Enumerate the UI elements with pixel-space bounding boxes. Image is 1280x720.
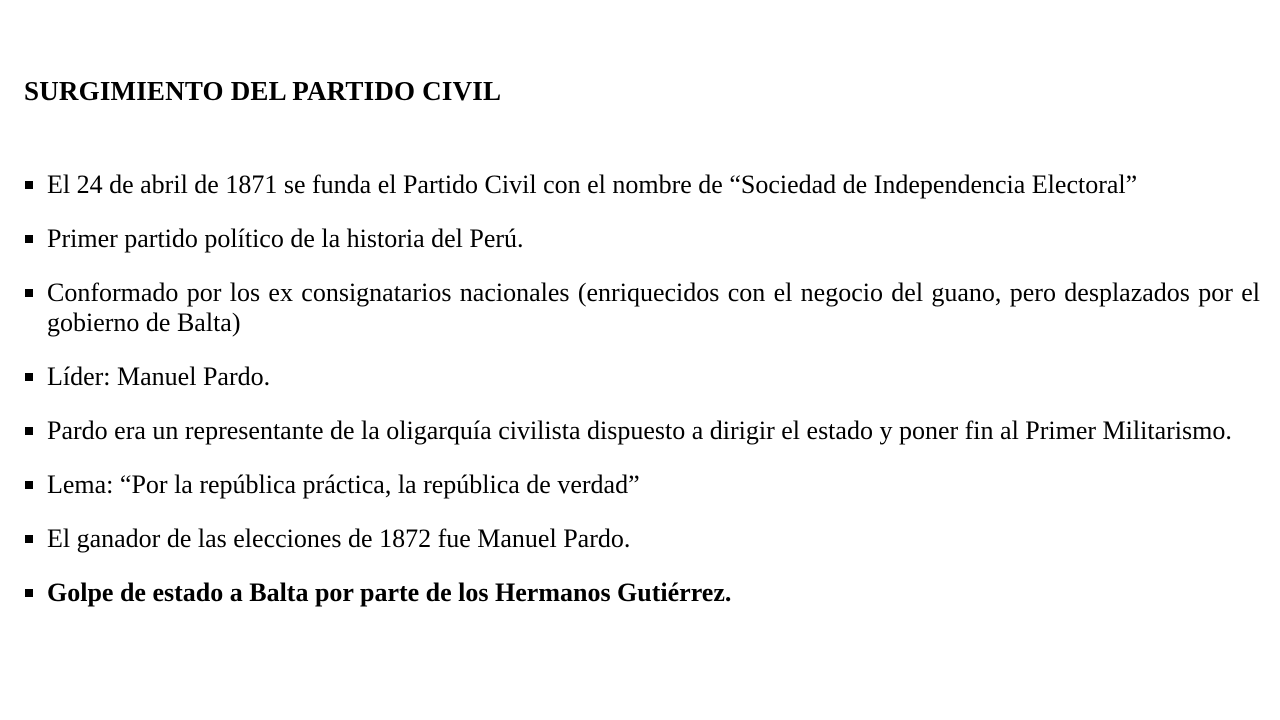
square-bullet-icon [25, 235, 33, 243]
square-bullet-icon [25, 289, 33, 297]
bullet-item [24, 278, 1260, 338]
bullet-item [24, 416, 1260, 446]
bullet-text: Pardo era un representante de la oligarquía civilista dispuesto a dirigir el estado y poner fin al Primer Militarismo. [47, 416, 1232, 445]
bullet-item [24, 170, 1260, 200]
bullet-text: El 24 de abril de 1871 se funda el Partido Civil con el nombre de “Sociedad de Independencia Electoral” [47, 170, 1138, 199]
bullet-text: El ganador de las elecciones de 1872 fue Manuel Pardo. [47, 524, 631, 553]
bullet-item [24, 362, 1260, 392]
square-bullet-icon [25, 535, 33, 543]
square-bullet-icon [25, 427, 33, 435]
square-bullet-icon [25, 181, 33, 189]
square-bullet-icon [25, 481, 33, 489]
bullet-text: Primer partido político de la historia del Perú. [47, 224, 524, 253]
bullet-list [24, 170, 1260, 632]
bullet-text: Lema: “Por la república práctica, la república de verdad” [47, 470, 640, 499]
bullet-item-highlight [24, 578, 1260, 608]
bullet-text: Líder: Manuel Pardo. [47, 362, 271, 391]
bullet-text: Golpe de estado a Balta por parte de los Hermanos Gutiérrez. [47, 578, 732, 607]
bullet-item [24, 470, 1260, 500]
bullet-text: Conformado por los ex consignatarios nacionales (enriquecidos con el negocio del guano, pero desplazados por el gobierno de Balta) [47, 278, 1260, 337]
bullet-item [24, 524, 1260, 554]
square-bullet-icon [25, 373, 33, 381]
square-bullet-icon [25, 589, 33, 597]
slide-title: SURGIMIENTO DEL PARTIDO CIVIL [24, 76, 502, 106]
bullet-item [24, 224, 1260, 254]
